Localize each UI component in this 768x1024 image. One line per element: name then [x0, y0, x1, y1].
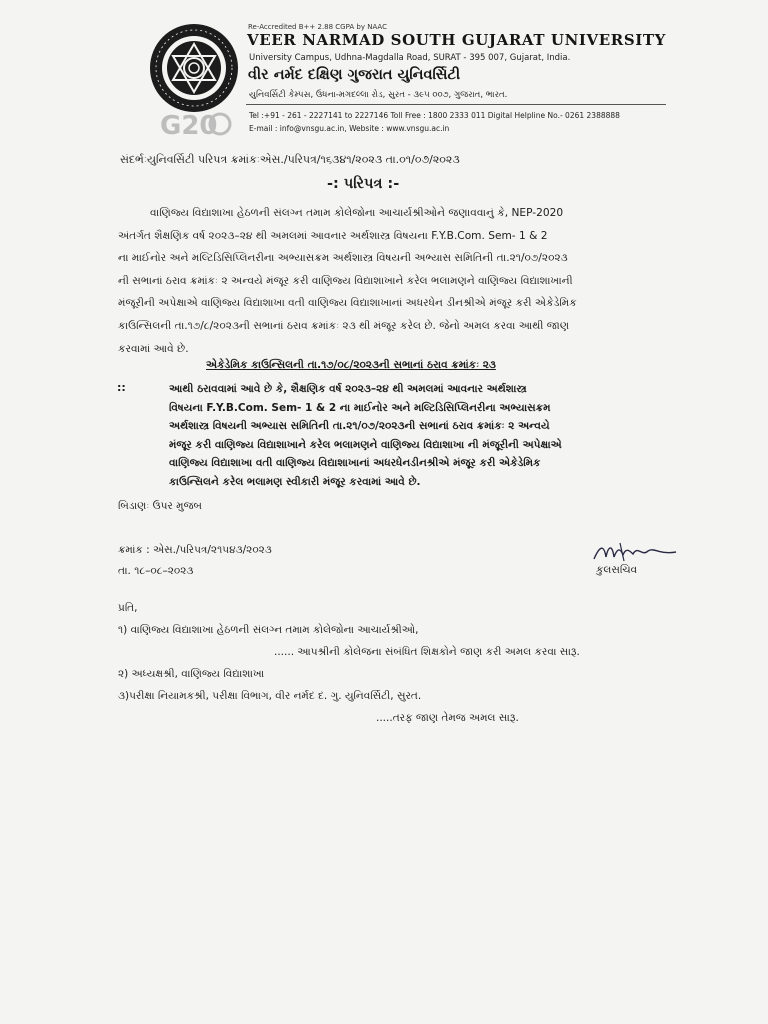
body-line: કરવામાં આવે છે. [118, 342, 189, 355]
body-line: ની સભાનાં ઠરાવ ક્રમાંકઃ ૨ અન્વયે મંજૂર કરી વાણિજ્ય વિદ્યાશાખાને કરેલ ભલામણને વાણિજ્ય વિદ્યાશાખાની [118, 274, 573, 287]
recipient-note: ...... આપશ્રીની કોલેજના સંબંધિત શિક્ષકોને જાણ કરી અમલ કરવા સારૂ. [274, 646, 580, 658]
circular-number: ક્રમાંક : એસ./પરિપત્ર/૨૧૫૪૩/૨૦૨૩ [118, 544, 272, 556]
enclosure-line: બિડાણઃ ઉપર મુજબ [118, 500, 202, 512]
university-name-gujarati: વીર નર્મદ દક્ષિણ ગુજરાત યુનિવર્સિટી [248, 67, 461, 83]
body-line: મંજૂરીની અપેક્ષાએ વાણિજ્ય વિદ્યાશાખા વતી વાણિજ્ય વિદ્યાશાખાનાં અધરધેન ડીનશ્રીએ મંજૂર કરી એકેડેમિક [118, 297, 577, 310]
university-address-gujarati: યુનિવર્સિટી કેમ્પસ, ઉધના-મગદલ્લા રોડ, સુરત - ૩૯૫ ૦૦૭, ગુજરાત, ભારત. [249, 90, 508, 100]
resolution-line: આથી ઠરાવવામાં આવે છે કે, શૈક્ષણિક વર્ષ ૨૦૨૩–૨૪ થી અમલમાં આવનાર અર્થશાસ્ત્ર [169, 383, 527, 395]
recipients-heading: પ્રતિ, [118, 602, 138, 614]
recipient-item: ૧) વાણિજ્ય વિદ્યાશાખા હેઠળની સંલગ્ન તમામ કોલેજોના આચાર્યશ્રીઓ, [118, 624, 419, 636]
body-line: વાણિજ્ય વિદ્યાશાખા હેઠળની સંલગ્ન તમામ કોલેજોના આચાર્યશ્રીઓને જણાવવાનું કે, NEP-2020 [150, 207, 564, 219]
circular-title: -: પરિપત્ર :- [327, 176, 400, 192]
recipient-item: ૨) અધ્યક્ષશ્રી, વાણિજ્ય વિદ્યાશાખા [118, 668, 265, 680]
circular-date: તા. ૧૮–૦૮–૨૦૨૩ [118, 565, 194, 577]
university-address-english: University Campus, Udhna-Magdalla Road, SURAT - 395 007, Gujarat, India. [249, 53, 571, 63]
registrar-signature [590, 537, 680, 565]
resolution-heading: એકેડેમિક કાઉન્સિલની તા.૧૭/૦૮/૨૦૨૩ની સભાનાં ઠરાવ ક્રમાંકઃ ૨૩ [206, 359, 496, 371]
university-name-english: VEER NARMAD SOUTH GUJARAT UNIVERSITY [247, 31, 666, 49]
body-line: અંતર્ગત શૈક્ષણિક વર્ષ ૨૦૨૩–૨૪ થી અમલમાં આવનાર અર્થશાસ્ત્ર વિષયના F.Y.B.Com. Sem- 1 & 2 [118, 229, 548, 242]
resolution-line: વિષયના F.Y.B.Com. Sem- 1 & 2 ના માઈનોર અને મલ્ટિડિસિપ્લિનરીના અભ્યાસક્રમ [169, 401, 551, 414]
recipient-item: ૩)પરીક્ષા નિયામકશ્રી, પરીક્ષા વિભાગ, વીર નર્મદ દ. ગુ. યુનિવર્સિટી, સુરત. [118, 690, 422, 702]
recipient-note: .....તરફ જાણ તેમજ અમલ સારૂ. [376, 712, 519, 724]
reference-line: સંદર્ભઃયુનિવર્સિટી પરિપત્ર ક્રમાંકઃએસ./પરિપત્ર/૧૬૩૪૧/૨૦૨૩ તા.૦૧/૦૭/૨૦૨૩ [120, 153, 460, 166]
resolution-line: મંજૂર કરી વાણિજ્ય વિદ્યાશાખાને કરેલ ભલામણને વાણિજ્ય વિદ્યાશાખા ની મંજૂરીની અપેક્ષાએ [169, 438, 562, 451]
body-paragraph [118, 202, 668, 360]
registrar-title: કુલસચિવ [596, 564, 638, 576]
recipients-block [118, 597, 580, 729]
g20-logo [158, 107, 236, 141]
resolution-line: અર્થશાસ્ત્ર વિષયની અભ્યાસ સમિતિની તા.૨૧/૦૭/૨૦૨૩ની સભાનાં ઠરાવ ક્રમાંકઃ ૨ અન્વયે [169, 420, 550, 432]
contact-line: Tel :+91 - 261 - 2227141 to 2227146 Toll Free : 1800 2333 011 Digital Helpline No.- 0261 2388888 [249, 111, 620, 120]
body-line: કાઉન્સિલની તા.૧૭/૮/૨૦૨૩ની સભાનાં ઠરાવ ક્રમાંકઃ ૨૩ થી મંજૂર કરેલ છે. જેનો અમલ કરવા આથી જાણ [118, 319, 570, 332]
resolution-marker: :: [117, 381, 126, 394]
resolution-line: વાણિજ્ય વિદ્યાશાખા વતી વાણિજ્ય વિદ્યાશાખાનાં અધરધેનડીનશ્રીએ મંજૂર કરી એકેડેમિક [169, 457, 541, 469]
body-line: ના માઈનોર અને મલ્ટિડિસિપ્લિનરીના અભ્યાસક્રમ અર્થશાસ્ત્ર વિષયની અભ્યાસ સમિતિની તા.૨૧/૦૭/૨૦૨૩ [118, 252, 568, 265]
accreditation-text: Re-Accredited B++ 2.88 CGPA by NAAC [248, 23, 387, 31]
resolution-line: કાઉન્સિલને કરેલ ભલામણ સ્વીકારી મંજૂર કરવામાં આવે છે. [169, 475, 421, 488]
university-seal-logo [148, 22, 240, 114]
letterhead-divider [246, 104, 666, 105]
g20-text: G20 [160, 111, 218, 141]
email-website-line: E-mail : info@vnsgu.ac.in, Website : www.vnsgu.ac.in [249, 124, 450, 133]
resolution-text [169, 380, 677, 491]
